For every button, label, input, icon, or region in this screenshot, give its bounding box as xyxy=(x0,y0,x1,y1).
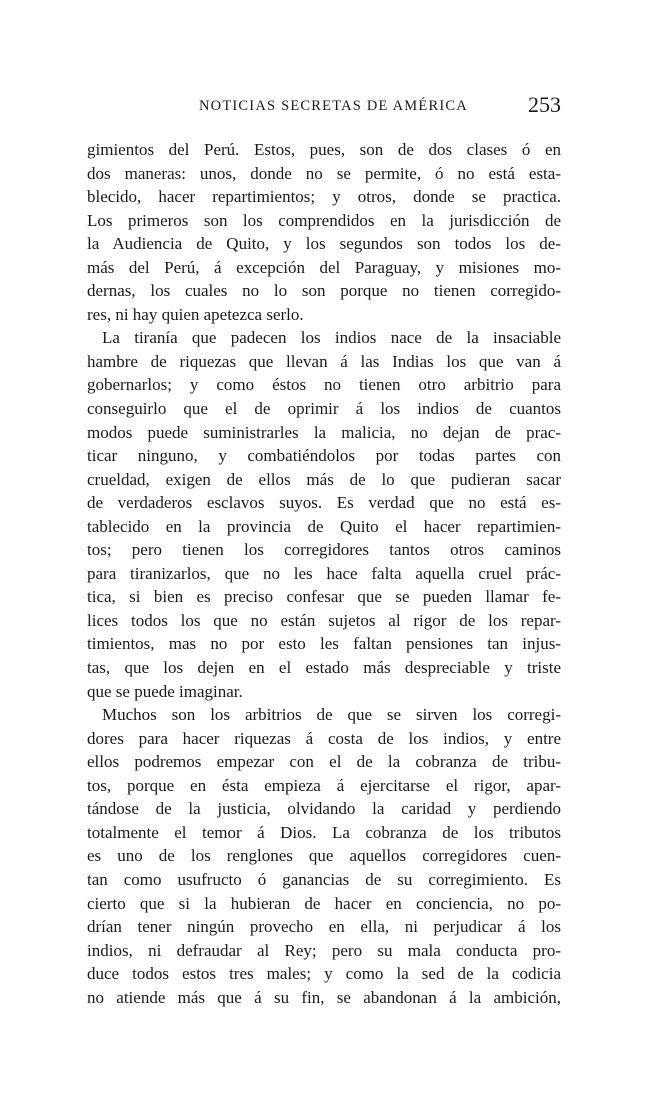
text-line: la Audiencia de Quito, y los segundos son todos los de- xyxy=(87,234,561,254)
text-line: tablecido en la provincia de Quito el hacer repartimien- xyxy=(87,516,561,536)
text-line: de verdaderos esclavos suyos. Es verdad que no está es- xyxy=(87,493,561,513)
text-line: tos; pero tienen los corregidores tantos otros caminos xyxy=(87,540,561,560)
body-text xyxy=(87,138,561,1009)
text-line: ticar ninguno, y combatiéndolos por todas partes con xyxy=(87,446,561,466)
text-line: gimientos del Perú. Estos, pues, son de dos clases ó en xyxy=(87,140,561,159)
text-line: blecido, hacer repartimientos; y otros, donde se practica. xyxy=(87,187,561,207)
text-line: es uno de los renglones que aquellos corregidores cuen- xyxy=(87,846,561,866)
text-line: Los primeros son los comprendidos en la jurisdicción de xyxy=(87,210,561,230)
text-line: tos, porque en ésta empieza á ejercitarse el rigor, apar- xyxy=(87,775,561,795)
text-line: hambre de riquezas que llevan á las Indias los que van á xyxy=(87,351,561,371)
text-line: gobernarlos; y como éstos no tienen otro arbitrio para xyxy=(87,375,561,395)
text-line: indios, ni defraudar al Rey; pero su mala conducta pro- xyxy=(87,940,561,960)
text-line: duce todos estos tres males; y como la sed de la codicia xyxy=(87,964,561,984)
text-line: crueldad, exigen de ellos más de lo que pudieran sacar xyxy=(87,469,561,489)
running-header xyxy=(87,92,565,122)
text-line: totalmente el temor á Dios. La cobranza de los tributos xyxy=(87,822,561,842)
text-line: dernas, los cuales no lo son porque no tienen corregido- xyxy=(87,281,561,301)
text-line: res, ni hay quien apetezca serlo. xyxy=(87,304,304,324)
text-line: dos maneras: unos, donde no se permite, ó no está esta- xyxy=(87,163,561,183)
text-line: dores para hacer riquezas á costa de los indios, y entre xyxy=(87,728,561,748)
text-line: tándose de la justicia, olvidando la caridad y perdiendo xyxy=(87,799,561,819)
text-line: tan como usufructo ó ganancias de su corregimiento. Es xyxy=(87,869,561,889)
text-line: cierto que si la hubieran de hacer en conciencia, no po- xyxy=(87,893,561,913)
text-line: timientos, mas no por esto les faltan pensiones tan injus- xyxy=(87,634,561,654)
text-line: ellos podremos empezar con el de la cobranza de tribu- xyxy=(87,752,561,772)
text-line: conseguirlo que el de oprimir á los indios de cuantos xyxy=(87,399,561,419)
text-line: no atiende más que á su fin, se abandonan á la ambición, xyxy=(87,987,561,1007)
text-line: para tiranizarlos, que no les hace falta aquella cruel prác- xyxy=(87,563,561,583)
page-number: 253 xyxy=(528,92,561,117)
text-line: tas, que los dejen en el estado más despreciable y triste xyxy=(87,658,561,678)
text-line: modos puede suministrarles la malicia, no dejan de prac- xyxy=(87,422,561,442)
text-line: drían tener ningún provecho en ella, ni perjudicar á los xyxy=(87,917,561,937)
text-line: tica, si bien es preciso confesar que se pueden llamar fe- xyxy=(87,587,561,607)
text-line: que se puede imaginar. xyxy=(87,681,243,701)
running-title: NOTICIAS SECRETAS DE AMÉRICA xyxy=(199,98,468,114)
text-line: Muchos son los arbitrios de que se sirven los corregi- xyxy=(102,705,561,725)
text-line: más del Perú, á excepción del Paraguay, y misiones mo- xyxy=(87,257,561,277)
text-line: La tiranía que padecen los indios nace de la insaciable xyxy=(102,328,561,348)
text-line: lices todos los que no están sujetos al rigor de los repar- xyxy=(87,610,561,630)
